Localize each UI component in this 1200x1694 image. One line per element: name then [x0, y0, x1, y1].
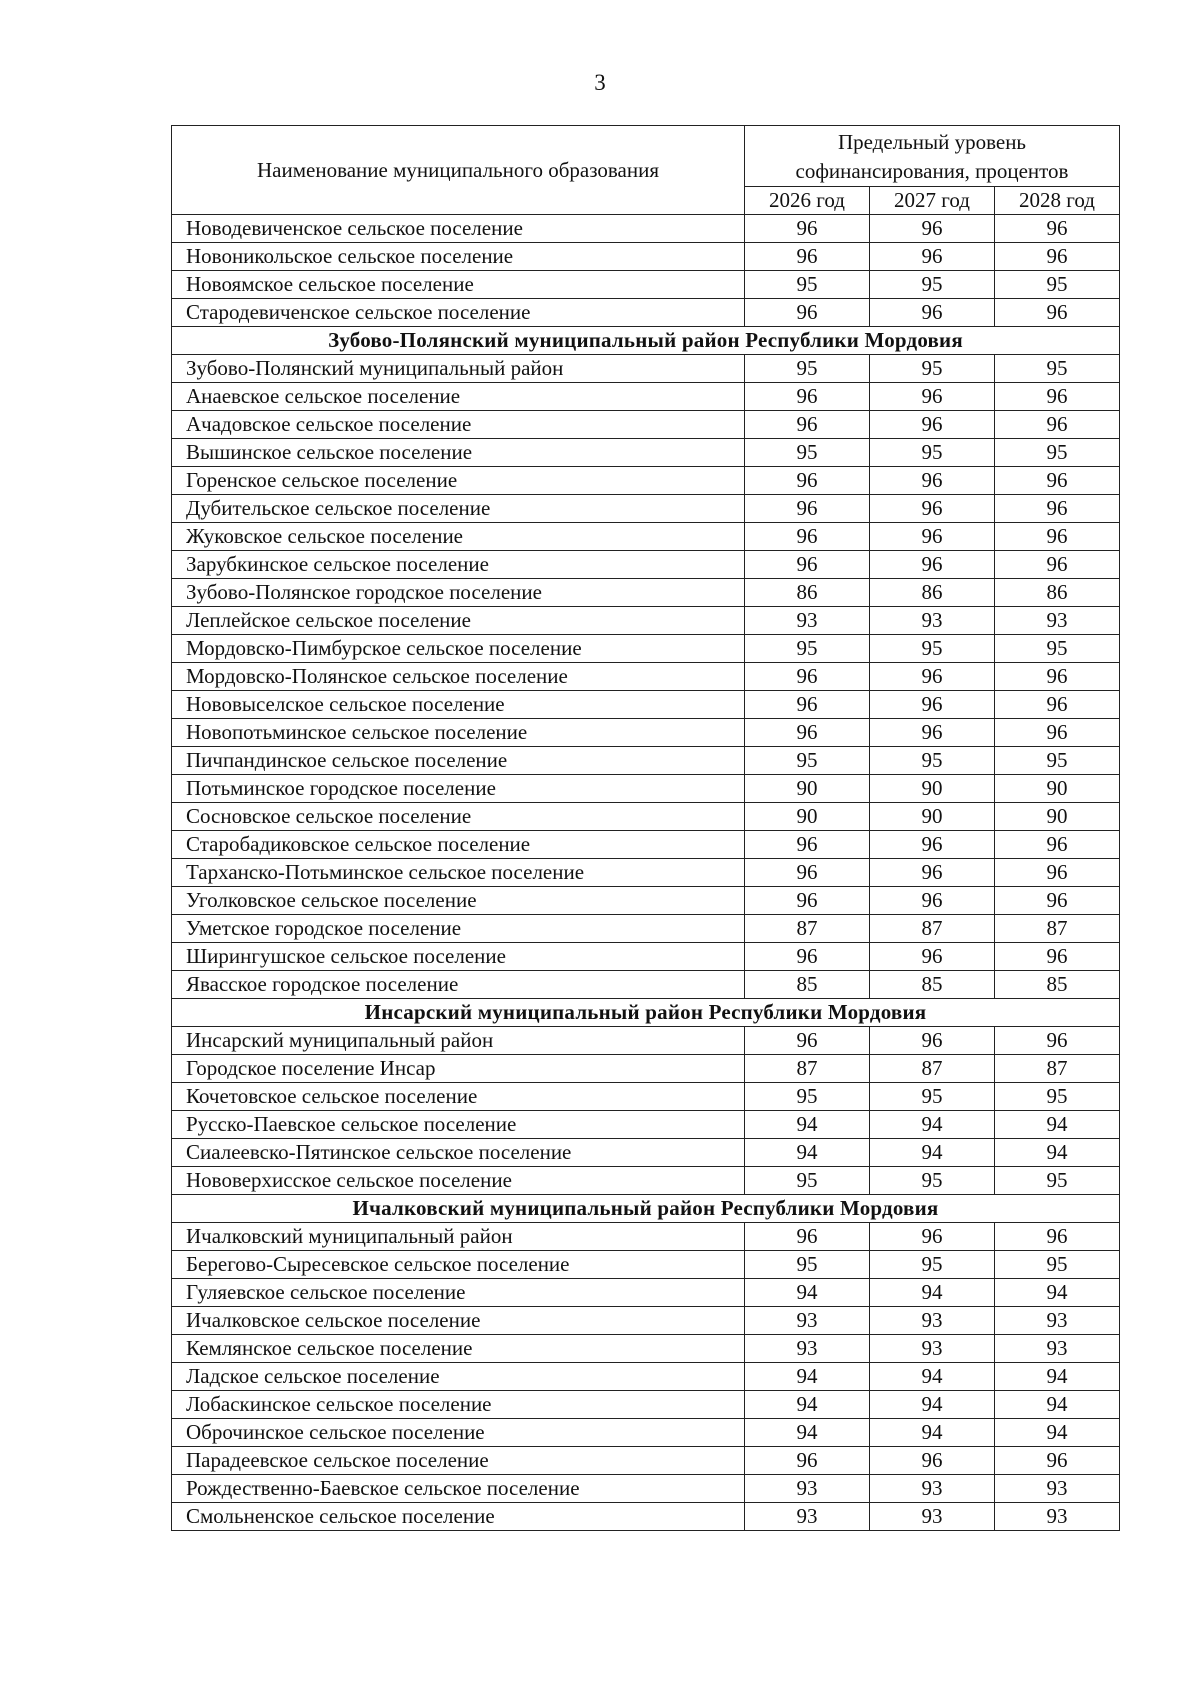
municipality-name: Берегово-Сыресевское сельское поселение — [172, 1251, 745, 1279]
table-body — [172, 215, 1120, 1531]
cofinancing-value-2028: 96 — [995, 831, 1120, 859]
page-number: 3 — [594, 70, 606, 95]
municipality-name: Зубово-Полянское городское поселение — [172, 579, 745, 607]
table-row — [172, 1027, 1120, 1055]
cofinancing-value-2026: 95 — [745, 439, 870, 467]
municipality-name: Пичпандинское сельское поселение — [172, 747, 745, 775]
cofinancing-value-2028: 95 — [995, 271, 1120, 299]
cofinancing-value-2028: 95 — [995, 1167, 1120, 1195]
cofinancing-value-2026: 96 — [745, 1223, 870, 1251]
cofinancing-value-2028: 96 — [995, 719, 1120, 747]
cofinancing-value-2026: 95 — [745, 635, 870, 663]
municipality-name: Городское поселение Инсар — [172, 1055, 745, 1083]
table-row — [172, 1503, 1120, 1531]
cofinancing-value-2026: 93 — [745, 1335, 870, 1363]
cofinancing-value-2027: 94 — [870, 1139, 995, 1167]
municipality-name: Леплейское сельское поселение — [172, 607, 745, 635]
municipality-name: Нововерхисское сельское поселение — [172, 1167, 745, 1195]
municipality-name: Старобадиковское сельское поселение — [172, 831, 745, 859]
table-row — [172, 243, 1120, 271]
cofinancing-level-header: Предельный уровень софинансирования, процентов — [745, 126, 1120, 187]
municipality-name: Новодевиченское сельское поселение — [172, 215, 745, 243]
district-name: Инсарский муниципальный район Республики Мордовия — [172, 999, 1120, 1027]
cofinancing-value-2027: 96 — [870, 1223, 995, 1251]
cofinancing-value-2027: 95 — [870, 1251, 995, 1279]
cofinancing-value-2028: 93 — [995, 1307, 1120, 1335]
municipality-name: Анаевское сельское поселение — [172, 383, 745, 411]
cofinancing-value-2027: 96 — [870, 467, 995, 495]
cofinancing-value-2026: 96 — [745, 663, 870, 691]
cofinancing-value-2027: 96 — [870, 495, 995, 523]
cofinancing-value-2028: 87 — [995, 1055, 1120, 1083]
cofinancing-value-2026: 94 — [745, 1419, 870, 1447]
table-row — [172, 1447, 1120, 1475]
cofinancing-value-2026: 96 — [745, 719, 870, 747]
cofinancing-value-2026: 95 — [745, 1167, 870, 1195]
municipality-name: Жуковское сельское поселение — [172, 523, 745, 551]
table-row — [172, 1083, 1120, 1111]
cofinancing-value-2027: 94 — [870, 1111, 995, 1139]
table-row — [172, 1475, 1120, 1503]
cofinancing-value-2028: 96 — [995, 299, 1120, 327]
cofinancing-value-2027: 96 — [870, 719, 995, 747]
table-row — [172, 579, 1120, 607]
cofinancing-value-2028: 95 — [995, 635, 1120, 663]
municipality-name: Зарубкинское сельское поселение — [172, 551, 745, 579]
cofinancing-value-2026: 96 — [745, 383, 870, 411]
cofinancing-value-2026: 87 — [745, 1055, 870, 1083]
cofinancing-value-2026: 96 — [745, 943, 870, 971]
municipality-name: Рождественно-Баевское сельское поселение — [172, 1475, 745, 1503]
cofinancing-value-2026: 90 — [745, 803, 870, 831]
cofinancing-value-2028: 96 — [995, 663, 1120, 691]
cofinancing-value-2028: 96 — [995, 859, 1120, 887]
table-row — [172, 355, 1120, 383]
cofinancing-value-2026: 96 — [745, 467, 870, 495]
cofinancing-value-2027: 90 — [870, 775, 995, 803]
municipality-name: Стародевиченское сельское поселение — [172, 299, 745, 327]
cofinancing-value-2027: 95 — [870, 355, 995, 383]
cofinancing-value-2026: 85 — [745, 971, 870, 999]
cofinancing-table — [171, 125, 1120, 1531]
cofinancing-value-2026: 94 — [745, 1363, 870, 1391]
cofinancing-value-2027: 96 — [870, 1027, 995, 1055]
table-row — [172, 1139, 1120, 1167]
table-row — [172, 1363, 1120, 1391]
table-row — [172, 1391, 1120, 1419]
cofinancing-value-2027: 96 — [870, 691, 995, 719]
cofinancing-value-2027: 96 — [870, 943, 995, 971]
year-2027-header: 2027 год — [870, 187, 995, 215]
cofinancing-value-2026: 96 — [745, 411, 870, 439]
municipality-name: Ичалковское сельское поселение — [172, 1307, 745, 1335]
cofinancing-value-2026: 94 — [745, 1139, 870, 1167]
cofinancing-value-2027: 96 — [870, 551, 995, 579]
municipality-name-header: Наименование муниципального образования — [172, 126, 745, 215]
cofinancing-value-2028: 94 — [995, 1363, 1120, 1391]
table-row — [172, 859, 1120, 887]
district-header-row — [172, 1195, 1120, 1223]
municipality-name: Оброчинское сельское поселение — [172, 1419, 745, 1447]
municipality-name: Кочетовское сельское поселение — [172, 1083, 745, 1111]
municipality-name: Русско-Паевское сельское поселение — [172, 1111, 745, 1139]
cofinancing-value-2027: 86 — [870, 579, 995, 607]
table-row — [172, 691, 1120, 719]
table-row — [172, 467, 1120, 495]
cofinancing-value-2026: 95 — [745, 1251, 870, 1279]
cofinancing-value-2028: 96 — [995, 1027, 1120, 1055]
table-row — [172, 1223, 1120, 1251]
table-row — [172, 1307, 1120, 1335]
table-row — [172, 383, 1120, 411]
cofinancing-value-2026: 94 — [745, 1111, 870, 1139]
district-header-row — [172, 999, 1120, 1027]
municipality-name: Гуляевское сельское поселение — [172, 1279, 745, 1307]
cofinancing-value-2028: 96 — [995, 383, 1120, 411]
table-row — [172, 551, 1120, 579]
cofinancing-value-2027: 96 — [870, 663, 995, 691]
cofinancing-value-2028: 93 — [995, 1503, 1120, 1531]
cofinancing-value-2027: 93 — [870, 607, 995, 635]
cofinancing-value-2028: 96 — [995, 551, 1120, 579]
cofinancing-value-2026: 96 — [745, 887, 870, 915]
cofinancing-value-2026: 96 — [745, 831, 870, 859]
cofinancing-value-2027: 94 — [870, 1391, 995, 1419]
municipality-name: Новоникольское сельское поселение — [172, 243, 745, 271]
table-row — [172, 523, 1120, 551]
table-row — [172, 803, 1120, 831]
cofinancing-value-2026: 96 — [745, 215, 870, 243]
cofinancing-value-2028: 87 — [995, 915, 1120, 943]
cofinancing-value-2027: 96 — [870, 299, 995, 327]
cofinancing-value-2026: 96 — [745, 551, 870, 579]
municipality-name: Мордовско-Пимбурское сельское поселение — [172, 635, 745, 663]
cofinancing-value-2028: 96 — [995, 1223, 1120, 1251]
municipality-name: Явасское городское поселение — [172, 971, 745, 999]
table-row — [172, 719, 1120, 747]
cofinancing-value-2026: 96 — [745, 495, 870, 523]
table-row — [172, 215, 1120, 243]
cofinancing-value-2027: 94 — [870, 1279, 995, 1307]
cofinancing-value-2026: 96 — [745, 691, 870, 719]
cofinancing-value-2026: 96 — [745, 859, 870, 887]
cofinancing-value-2027: 96 — [870, 887, 995, 915]
table-row — [172, 635, 1120, 663]
municipality-name: Ладское сельское поселение — [172, 1363, 745, 1391]
table-row — [172, 747, 1120, 775]
cofinancing-value-2028: 94 — [995, 1279, 1120, 1307]
cofinancing-value-2026: 94 — [745, 1279, 870, 1307]
cofinancing-value-2027: 95 — [870, 271, 995, 299]
cofinancing-value-2028: 93 — [995, 1475, 1120, 1503]
cofinancing-value-2026: 95 — [745, 355, 870, 383]
table-row — [172, 775, 1120, 803]
municipality-name: Лобаскинское сельское поселение — [172, 1391, 745, 1419]
cofinancing-value-2026: 96 — [745, 1027, 870, 1055]
cofinancing-value-2028: 93 — [995, 607, 1120, 635]
cofinancing-value-2026: 93 — [745, 1503, 870, 1531]
table-row — [172, 831, 1120, 859]
table-row — [172, 439, 1120, 467]
municipality-name: Ширингушское сельское поселение — [172, 943, 745, 971]
table-row — [172, 1335, 1120, 1363]
year-2028-header: 2028 год — [995, 187, 1120, 215]
table-row — [172, 943, 1120, 971]
cofinancing-value-2028: 95 — [995, 1251, 1120, 1279]
cofinancing-value-2027: 87 — [870, 915, 995, 943]
cofinancing-value-2027: 90 — [870, 803, 995, 831]
table-row — [172, 663, 1120, 691]
cofinancing-value-2026: 96 — [745, 243, 870, 271]
cofinancing-value-2027: 96 — [870, 215, 995, 243]
cofinancing-value-2028: 95 — [995, 355, 1120, 383]
cofinancing-value-2028: 95 — [995, 747, 1120, 775]
municipality-name: Вышинское сельское поселение — [172, 439, 745, 467]
municipality-name: Ичалковский муниципальный район — [172, 1223, 745, 1251]
cofinancing-value-2027: 93 — [870, 1475, 995, 1503]
municipality-name: Смольненское сельское поселение — [172, 1503, 745, 1531]
municipality-name: Новоямское сельское поселение — [172, 271, 745, 299]
municipality-name: Тарханско-Потьминское сельское поселение — [172, 859, 745, 887]
cofinancing-value-2028: 94 — [995, 1139, 1120, 1167]
cofinancing-value-2026: 96 — [745, 523, 870, 551]
cofinancing-value-2027: 85 — [870, 971, 995, 999]
cofinancing-value-2028: 94 — [995, 1391, 1120, 1419]
table-row — [172, 1419, 1120, 1447]
cofinancing-value-2027: 96 — [870, 523, 995, 551]
municipality-name: Сосновское сельское поселение — [172, 803, 745, 831]
cofinancing-value-2028: 96 — [995, 1447, 1120, 1475]
table-row — [172, 607, 1120, 635]
cofinancing-value-2026: 94 — [745, 1391, 870, 1419]
table-row — [172, 1279, 1120, 1307]
cofinancing-value-2027: 95 — [870, 747, 995, 775]
cofinancing-value-2028: 86 — [995, 579, 1120, 607]
cofinancing-value-2028: 93 — [995, 1335, 1120, 1363]
cofinancing-value-2028: 95 — [995, 439, 1120, 467]
district-name: Ичалковский муниципальный район Республики Мордовия — [172, 1195, 1120, 1223]
cofinancing-value-2028: 90 — [995, 775, 1120, 803]
municipality-name: Уголковское сельское поселение — [172, 887, 745, 915]
municipality-name: Парадеевское сельское поселение — [172, 1447, 745, 1475]
cofinancing-value-2027: 95 — [870, 635, 995, 663]
cofinancing-value-2028: 90 — [995, 803, 1120, 831]
cofinancing-value-2027: 96 — [870, 831, 995, 859]
cofinancing-value-2028: 95 — [995, 1083, 1120, 1111]
cofinancing-value-2026: 95 — [745, 747, 870, 775]
table-row — [172, 495, 1120, 523]
cofinancing-value-2028: 96 — [995, 243, 1120, 271]
municipality-name: Сиалеевско-Пятинское сельское поселение — [172, 1139, 745, 1167]
municipality-name: Ачадовское сельское поселение — [172, 411, 745, 439]
cofinancing-value-2028: 96 — [995, 411, 1120, 439]
municipality-name: Инсарский муниципальный район — [172, 1027, 745, 1055]
district-header-row — [172, 327, 1120, 355]
table-row — [172, 887, 1120, 915]
table-row — [172, 271, 1120, 299]
cofinancing-value-2026: 93 — [745, 607, 870, 635]
municipality-name: Потьминское городское поселение — [172, 775, 745, 803]
cofinancing-value-2026: 96 — [745, 299, 870, 327]
cofinancing-value-2028: 96 — [995, 943, 1120, 971]
table-row — [172, 1055, 1120, 1083]
cofinancing-value-2028: 96 — [995, 215, 1120, 243]
cofinancing-value-2027: 87 — [870, 1055, 995, 1083]
cofinancing-value-2027: 96 — [870, 383, 995, 411]
cofinancing-value-2026: 93 — [745, 1307, 870, 1335]
municipality-name: Кемлянское сельское поселение — [172, 1335, 745, 1363]
municipality-name: Новопотьминское сельское поселение — [172, 719, 745, 747]
year-2026-header: 2026 год — [745, 187, 870, 215]
table-row — [172, 971, 1120, 999]
municipality-name: Дубительское сельское поселение — [172, 495, 745, 523]
cofinancing-value-2027: 96 — [870, 1447, 995, 1475]
cofinancing-value-2027: 94 — [870, 1363, 995, 1391]
table-header — [172, 126, 1120, 215]
table-row — [172, 915, 1120, 943]
table-row — [172, 1251, 1120, 1279]
cofinancing-value-2027: 96 — [870, 411, 995, 439]
cofinancing-value-2026: 90 — [745, 775, 870, 803]
cofinancing-value-2028: 94 — [995, 1111, 1120, 1139]
table-row — [172, 299, 1120, 327]
municipality-name: Горенское сельское поселение — [172, 467, 745, 495]
cofinancing-value-2027: 94 — [870, 1419, 995, 1447]
cofinancing-value-2027: 93 — [870, 1307, 995, 1335]
cofinancing-value-2028: 94 — [995, 1419, 1120, 1447]
municipality-name: Мордовско-Полянское сельское поселение — [172, 663, 745, 691]
cofinancing-value-2028: 96 — [995, 495, 1120, 523]
cofinancing-value-2027: 93 — [870, 1335, 995, 1363]
cofinancing-value-2026: 95 — [745, 1083, 870, 1111]
cofinancing-value-2026: 86 — [745, 579, 870, 607]
cofinancing-value-2027: 95 — [870, 1167, 995, 1195]
cofinancing-value-2028: 96 — [995, 523, 1120, 551]
cofinancing-value-2028: 96 — [995, 467, 1120, 495]
table-row — [172, 411, 1120, 439]
municipality-name: Уметское городское поселение — [172, 915, 745, 943]
cofinancing-value-2026: 95 — [745, 271, 870, 299]
cofinancing-value-2028: 96 — [995, 887, 1120, 915]
cofinancing-value-2027: 93 — [870, 1503, 995, 1531]
table-row — [172, 1111, 1120, 1139]
cofinancing-value-2026: 87 — [745, 915, 870, 943]
district-name: Зубово-Полянский муниципальный район Республики Мордовия — [172, 327, 1120, 355]
municipality-name: Нововыселское сельское поселение — [172, 691, 745, 719]
cofinancing-value-2027: 96 — [870, 859, 995, 887]
table-row — [172, 1167, 1120, 1195]
cofinancing-value-2027: 95 — [870, 1083, 995, 1111]
cofinancing-value-2026: 93 — [745, 1475, 870, 1503]
cofinancing-value-2028: 85 — [995, 971, 1120, 999]
municipality-name: Зубово-Полянский муниципальный район — [172, 355, 745, 383]
cofinancing-value-2027: 96 — [870, 243, 995, 271]
cofinancing-value-2027: 95 — [870, 439, 995, 467]
cofinancing-value-2028: 96 — [995, 691, 1120, 719]
cofinancing-value-2026: 96 — [745, 1447, 870, 1475]
